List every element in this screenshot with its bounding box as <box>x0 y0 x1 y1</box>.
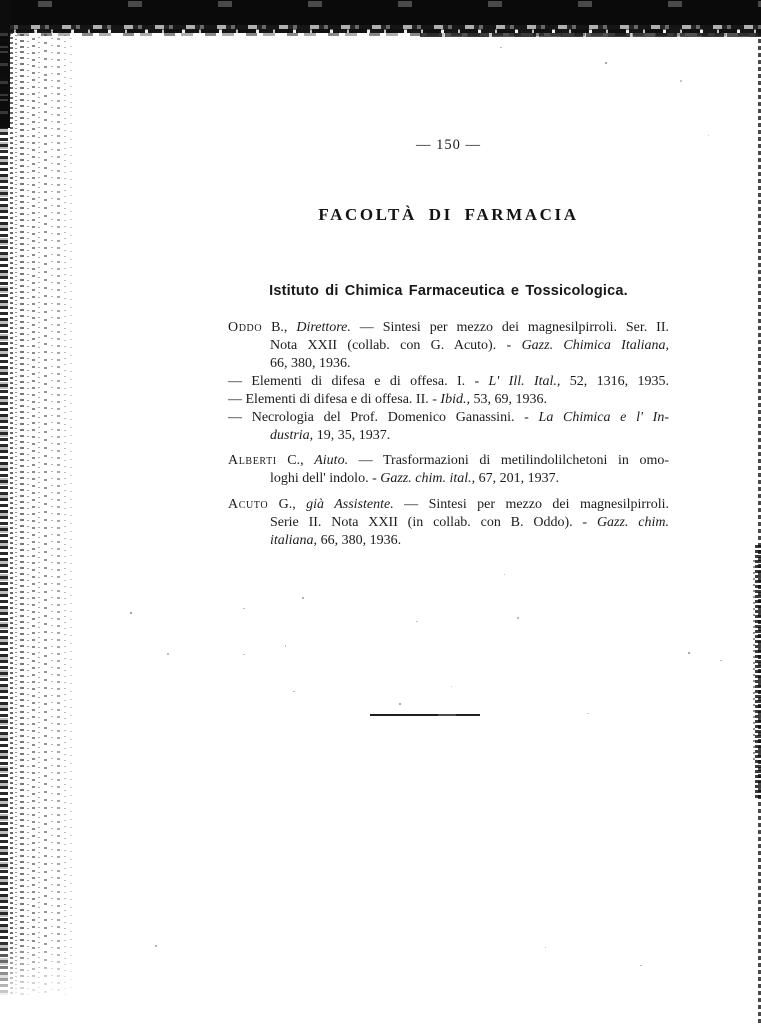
bibliography-line <box>228 355 669 373</box>
scan-fade <box>0 940 80 1024</box>
journal-title: Gazz. chim. <box>596 515 669 530</box>
noise-stripe <box>15 30 17 995</box>
journal-title: Aiuto. <box>314 453 349 468</box>
journal-title: L' Ill. Ital., <box>488 374 561 389</box>
section-subtitle: Istituto di Chimica Farmaceutica e Tossicologica. <box>269 283 628 299</box>
noise-stripe <box>10 30 13 995</box>
bibliography-line <box>228 373 669 391</box>
journal-title: dustria, <box>270 428 314 443</box>
bibliography-entry <box>228 373 669 391</box>
bibliography-entry <box>228 391 669 409</box>
entry-text: — Trasformazioni di metilindolilchetoni in omo- <box>348 453 670 468</box>
entry-text: loghi dell' indolo. - <box>270 471 381 486</box>
paper-speck <box>545 947 546 948</box>
paper-speck <box>416 621 418 622</box>
paper-speck <box>130 612 132 614</box>
footer-rule <box>370 714 480 716</box>
paper-speck <box>155 945 157 947</box>
entry-text: Nota XXII (collab. con G. Acuto). - <box>270 338 522 353</box>
entry-text: 66, 380, 1936. <box>270 356 351 371</box>
author-name: Acuto <box>228 497 269 512</box>
entry-text: — Sintesi per mezzo dei magnesilpirroli. Ser. II. <box>350 320 669 335</box>
paper-speck <box>167 653 169 655</box>
paper-speck <box>587 713 589 714</box>
noise-stripe <box>70 30 72 995</box>
noise-stripe <box>57 30 60 995</box>
noise-stripe <box>32 30 35 995</box>
paper-speck <box>243 608 245 609</box>
entry-text: — Necrologia del Prof. Domenico Ganassini. - <box>228 410 539 425</box>
page-number: — 150 — <box>416 137 481 153</box>
noise-stripe <box>753 560 755 760</box>
bibliography-line <box>228 391 669 409</box>
journal-title: Gazz. chim. ital., <box>380 471 476 486</box>
paper-speck <box>720 660 722 661</box>
noise-stripe <box>20 30 24 995</box>
paper-speck <box>285 645 286 647</box>
entry-text: C., <box>276 453 315 468</box>
bibliography-entry <box>228 452 669 488</box>
scan-band-streak <box>420 33 761 37</box>
noise-stripe <box>38 30 40 995</box>
author-name: Oddo <box>228 320 263 335</box>
bibliography-line <box>228 532 669 550</box>
entry-text: 53, 69, 1936. <box>469 392 547 407</box>
paper-speck <box>708 135 709 136</box>
bibliography-line <box>228 337 669 355</box>
paper-speck <box>605 62 607 64</box>
bibliography-line <box>228 470 669 488</box>
entry-text: — Sintesi per mezzo dei magnesilpirroli. <box>393 497 669 512</box>
bibliography <box>228 319 669 550</box>
entry-text: — Elementi di difesa e di offesa. I. - <box>228 374 489 389</box>
entry-text: 52, 1316, 1935. <box>560 374 670 389</box>
noise-stripe <box>27 30 29 995</box>
author-name: Alberti <box>228 453 277 468</box>
bibliography-line <box>228 427 669 445</box>
paper-speck <box>517 617 519 619</box>
journal-title: Direttore. <box>296 320 351 335</box>
entry-text: B., <box>262 320 297 335</box>
noise-stripe <box>44 30 47 995</box>
entry-text: 67, 201, 1937. <box>475 471 560 486</box>
bibliography-entry <box>228 409 669 445</box>
paper-speck <box>680 80 682 82</box>
paper-speck <box>451 686 452 687</box>
noise-stripe <box>64 30 66 995</box>
paper-speck <box>399 703 401 705</box>
bibliography-line <box>228 496 669 514</box>
paper-speck <box>302 597 304 599</box>
noise-stripe <box>755 545 761 800</box>
entry-text: 66, 380, 1936. <box>317 533 402 548</box>
paper-speck <box>504 574 505 575</box>
journal-title: già Assistente. <box>306 497 394 512</box>
bibliography-entry <box>228 319 669 373</box>
scan-band-specks <box>0 1 761 7</box>
noise-stripe <box>0 30 8 995</box>
journal-title: Ibid., <box>440 392 470 407</box>
bibliography-line <box>228 452 669 470</box>
paper-speck <box>640 965 642 966</box>
entry-text: — Elementi di difesa e di offesa. II. - <box>228 392 441 407</box>
bibliography-line <box>228 514 669 532</box>
entry-text: G., <box>268 497 307 512</box>
paper-speck <box>500 47 502 48</box>
paper-speck <box>243 654 245 655</box>
bibliography-entry <box>228 496 669 550</box>
noise-stripe <box>51 30 53 995</box>
bibliography-line <box>228 319 669 337</box>
journal-title: italiana, <box>270 533 318 548</box>
entry-text: 19, 35, 1937. <box>313 428 391 443</box>
journal-title: La Chimica e l' In- <box>538 410 669 425</box>
bibliography-line <box>228 409 669 427</box>
journal-title: Gazz. Chimica Italiana, <box>521 338 670 353</box>
paper-speck <box>293 691 295 692</box>
page-title: FACOLTÀ DI FARMACIA <box>318 205 579 224</box>
paper-speck <box>688 652 690 654</box>
entry-text: Serie II. Nota XXII (in collab. con B. Oddo). - <box>270 515 597 530</box>
